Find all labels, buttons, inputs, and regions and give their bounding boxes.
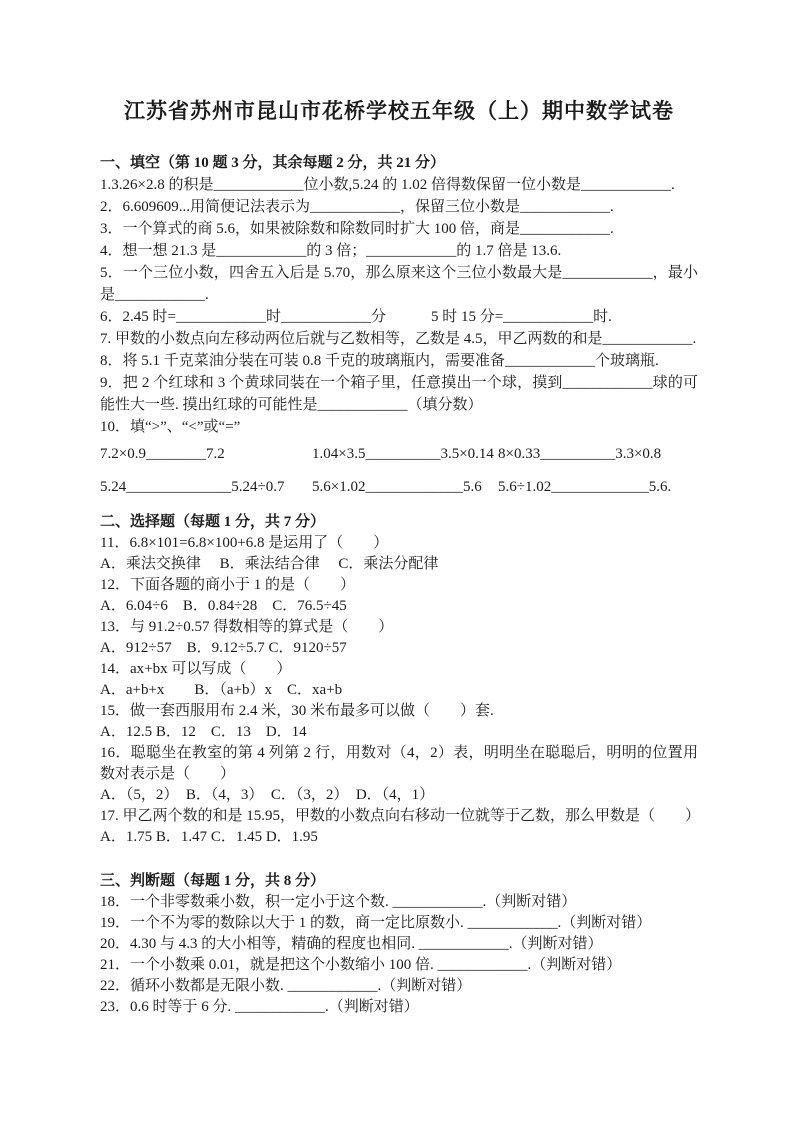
section-true-false xyxy=(100,870,698,1018)
question-19: 19．一个不为零的数除以大于 1 的数，商一定比原数小. ____________.（判断对错） xyxy=(100,915,652,931)
question-17: 17. 甲乙两个数的和是 15.95，甲数的小数点向右移动一位就等于乙数，那么甲数是（ ） xyxy=(100,808,701,824)
question-12-options: A．6.04÷6 B．0.84÷28 C．76.5÷45 xyxy=(100,598,347,614)
comparison-cell-r2c1: 5.24______________5.24÷0.7 xyxy=(100,479,285,495)
section-choice-heading: 二、选择题（每题 1 分，共 7 分） xyxy=(100,514,326,530)
question-9: 9．把 2 个红球和 3 个黄球同装在一个箱子里，任意摸出一个球，摸到____________球的可能性大一些. 摸出红球的可能性是____________（填分数） xyxy=(100,375,698,413)
question-1: 1.3.26×2.8 的积是____________位小数,5.24 的 1.02 倍得数保留一位小数是____________. xyxy=(100,177,675,193)
question-4: 4．想一想 21.3 是____________的 3 倍；____________的 1.7 倍是 13.6. xyxy=(100,243,562,259)
question-16-options: A．（5，2） B．（4，3） C．（3，2） D．（4，1） xyxy=(100,787,435,803)
question-2: 2．6.609609...用简便记法表示为____________，保留三位小数是____________. xyxy=(100,199,614,215)
question-13-options: A．912÷57 B．9.12÷5.7 C．9120÷57 xyxy=(100,640,347,656)
question-20: 20．4.30 与 4.3 的大小相等，精确的程度也相同. ____________.（判断对错） xyxy=(100,936,603,952)
question-14-options: A．a+b+x B．（a+b）x C．xa+b xyxy=(100,682,343,698)
section-multiple-choice xyxy=(100,511,701,848)
question-22: 22．循环小数都是无限小数. ____________.（判断对错） xyxy=(100,978,472,994)
question-16: 16．聪聪坐在教室的第 4 列第 2 行，用数对（4，2）表，明明坐在聪聪后，明明的位置用数对表示是（ ） xyxy=(100,745,698,782)
question-15-options: A．12.5 B．12 C．13 D．14 xyxy=(100,724,307,740)
page-content xyxy=(100,96,701,1018)
question-21: 21．一个小数乘 0.01，就是把这个小数缩小 100 倍. ____________.（判断对错） xyxy=(100,957,622,973)
question-8: 8．将 5.1 千克菜油分装在可装 0.8 千克的玻璃瓶内，需要准备____________个玻璃瓶. xyxy=(100,353,659,369)
question-7: 7. 甲数的小数点向左移动两位后就与乙数相等，乙数是 4.5，甲乙两数的和是____________. xyxy=(100,331,697,347)
comparison-grid xyxy=(100,444,698,498)
comparison-cell-r2c3: 5.6÷1.02_____________5.6. xyxy=(498,479,672,495)
question-11: 11．6.8×101=6.8×100+6.8 是运用了（ ） xyxy=(100,535,389,551)
question-6: 6．2.45 时=____________时____________分 5 时 15 分=____________时. xyxy=(100,309,612,325)
question-3: 3．一个算式的商 5.6，如果被除数和除数同时扩大 100 倍，商是____________. xyxy=(100,221,614,237)
question-10: 10．填“>”、“<”或“=” xyxy=(100,419,241,435)
comparison-cell-r1c3: 8×0.33__________3.3×0.8 xyxy=(498,446,662,462)
question-12: 12．下面各题的商小于 1 的是（ ） xyxy=(100,577,356,593)
comparison-cell-r2c2: 5.6×1.02_____________5.6 xyxy=(312,479,482,495)
question-5: 5．一个三位小数，四舍五入后是 5.70，那么原来这个三位小数最大是____________，最小是____________. xyxy=(100,265,698,303)
question-17-options: A．1.75 B．1.47 C．1.45 D．1.95 xyxy=(100,829,318,845)
paper-title: 江苏省苏州市昆山市花桥学校五年级（上）期中数学试卷 xyxy=(124,99,674,123)
comparison-cell-r1c1: 7.2×0.9________7.2 xyxy=(100,446,225,462)
question-13: 13．与 91.2÷0.57 得数相等的算式是（ ） xyxy=(100,619,394,635)
question-23: 23．0.6 时等于 6 分. ____________.（判断对错） xyxy=(100,999,419,1015)
comparison-cell-r1c2: 1.04×3.5__________3.5×0.14 xyxy=(312,446,494,462)
section-fill-heading: 一、填空（第 10 题 3 分，其余每题 2 分，共 21 分） xyxy=(100,155,446,171)
question-15: 15．做一套西服用布 2.4 米，30 米布最多可以做（ ）套. xyxy=(100,703,494,719)
section-judge-heading: 三、判断题（每题 1 分，共 8 分） xyxy=(100,873,326,889)
question-14: 14．ax+bx 可以写成（ ） xyxy=(100,661,292,677)
question-18: 18．一个非零数乘小数，积一定小于这个数. ____________.（判断对错） xyxy=(100,894,577,910)
section-fill-in-blank xyxy=(100,152,698,498)
question-11-options: A．乘法交换律 B．乘法结合律 C．乘法分配律 xyxy=(100,556,439,572)
